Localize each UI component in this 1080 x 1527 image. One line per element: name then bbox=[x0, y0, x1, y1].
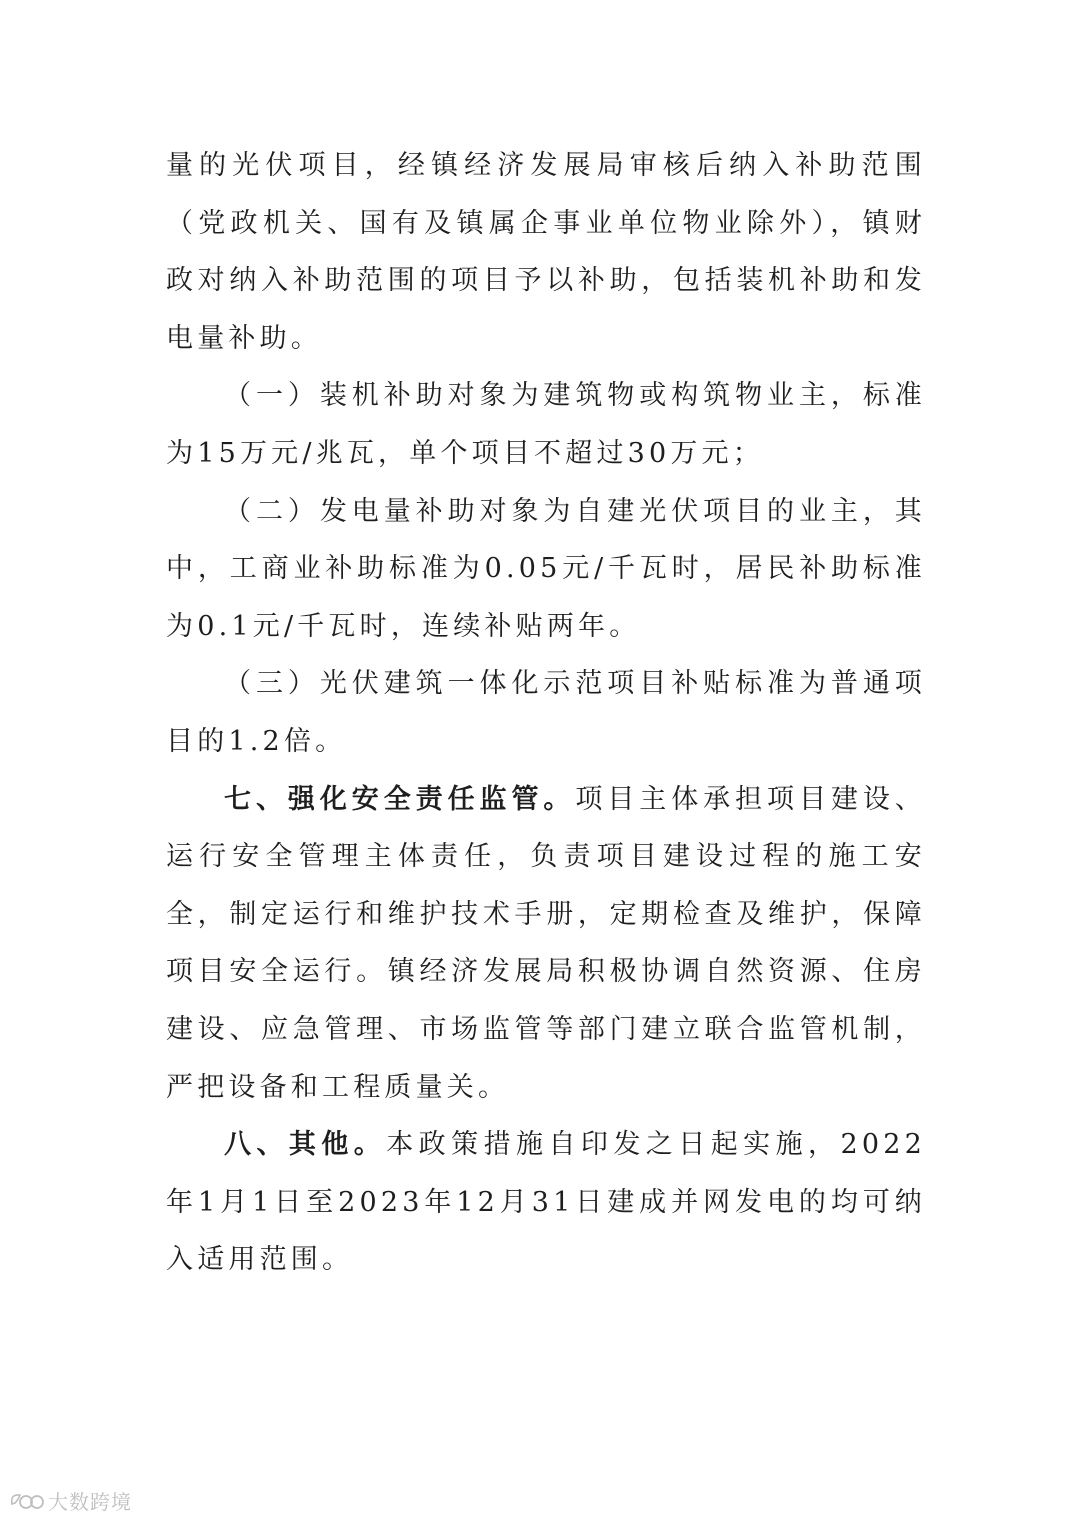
paragraph-text: 项目主体承担项目建设、运行安全管理主体责任，负责项目建设过程的施工安全，制定运行和维护技术手册，定期检查及维护，保障项目安全运行。镇经济发展局积极协调自然资源、住房建设、应急管理、市场监管等部门建立联合监管机制，严把设备和工程质量关。 bbox=[166, 783, 927, 1103]
watermark-text: 大数跨境 bbox=[48, 1490, 132, 1514]
brand-logo-icon bbox=[8, 1490, 44, 1512]
section-heading: 八、其他。 bbox=[224, 1129, 387, 1161]
paragraph-subsidy-scope bbox=[166, 137, 926, 367]
paragraph-text: 本政策措施自印发之日起实施，2022年1月1日至2023年12月31日建成并网发电的均可纳入适用范围。 bbox=[166, 1129, 927, 1276]
paragraph-text: （三）光伏建筑一体化示范项目补贴标准为普通项目的1.2倍。 bbox=[166, 668, 926, 757]
section-eight-other bbox=[166, 1116, 926, 1289]
paragraph-text: （二）发电量补助对象为自建光伏项目的业主，其中，工商业补助标准为0.05元/千瓦时，居民补助标准为0.1元/千瓦时，连续补贴两年。 bbox=[166, 495, 926, 642]
paragraph-text: 量的光伏项目，经镇经济发展局审核后纳入补助范围（党政机关、国有及镇属企事业单位物业除外），镇财政对纳入补助范围的项目予以补助，包括装机补助和发电量补助。 bbox=[166, 150, 926, 354]
watermark bbox=[8, 1486, 132, 1515]
section-seven-safety bbox=[166, 771, 926, 1117]
paragraph-installation-subsidy bbox=[166, 367, 926, 482]
paragraph-bipv-subsidy bbox=[166, 655, 926, 770]
document-body bbox=[166, 137, 926, 1289]
section-heading: 七、强化安全责任监管。 bbox=[224, 783, 576, 815]
paragraph-generation-subsidy bbox=[166, 483, 926, 656]
paragraph-text: （一）装机补助对象为建筑物或构筑物业主，标准为15万元/兆瓦，单个项目不超过30万元； bbox=[166, 380, 926, 469]
